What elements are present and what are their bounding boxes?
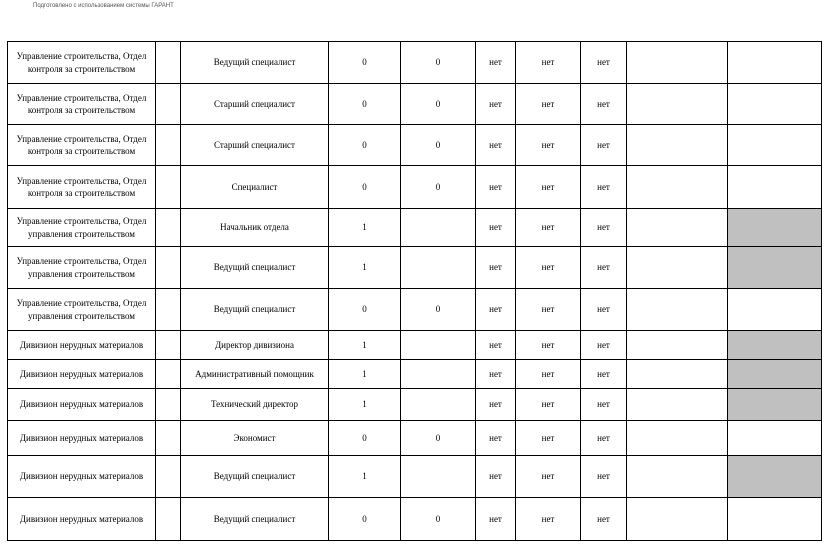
position-cell: Административный помощник — [181, 360, 329, 389]
value-cell: нет — [476, 421, 516, 456]
value-cell: нет — [581, 125, 627, 166]
table-row — [8, 331, 822, 360]
table-body — [8, 42, 822, 541]
value-cell: 0 — [401, 125, 476, 166]
value-cell: 0 — [401, 166, 476, 209]
empty-cell — [728, 498, 822, 541]
table-row — [8, 247, 822, 289]
dept-cell: Управление строительства, Отдел управления строительством — [8, 209, 156, 247]
empty-cell — [627, 209, 728, 247]
value-cell: нет — [516, 389, 581, 421]
empty-cell — [156, 498, 181, 541]
value-cell: 0 — [329, 498, 401, 541]
empty-cell — [156, 209, 181, 247]
value-cell: нет — [476, 209, 516, 247]
value-cell: нет — [516, 125, 581, 166]
position-cell: Ведущий специалист — [181, 42, 329, 84]
value-cell: нет — [516, 331, 581, 360]
value-cell: 0 — [401, 421, 476, 456]
empty-cell — [627, 84, 728, 125]
empty-cell — [728, 247, 822, 289]
value-cell — [401, 247, 476, 289]
empty-cell — [627, 289, 728, 331]
position-cell: Ведущий специалист — [181, 289, 329, 331]
empty-cell — [156, 421, 181, 456]
empty-cell — [156, 247, 181, 289]
position-cell: Директор дивизиона — [181, 331, 329, 360]
empty-cell — [627, 125, 728, 166]
empty-cell — [627, 42, 728, 84]
position-cell: Специалист — [181, 166, 329, 209]
position-cell: Ведущий специалист — [181, 456, 329, 498]
value-cell — [401, 389, 476, 421]
table-row — [8, 209, 822, 247]
value-cell: нет — [476, 456, 516, 498]
empty-cell — [156, 389, 181, 421]
value-cell: нет — [516, 289, 581, 331]
value-cell: 0 — [401, 84, 476, 125]
value-cell: нет — [581, 421, 627, 456]
empty-cell — [627, 498, 728, 541]
dept-cell: Управление строительства, Отдел контроля за строительством — [8, 125, 156, 166]
position-cell: Технический директор — [181, 389, 329, 421]
table-row — [8, 498, 822, 541]
table-row — [8, 289, 822, 331]
value-cell: 0 — [401, 42, 476, 84]
value-cell: нет — [476, 42, 516, 84]
positions-table — [7, 41, 822, 541]
value-cell: нет — [516, 456, 581, 498]
empty-cell — [728, 360, 822, 389]
empty-cell — [156, 166, 181, 209]
value-cell — [401, 456, 476, 498]
value-cell: 1 — [329, 331, 401, 360]
dept-cell: Дивизион нерудных материалов — [8, 389, 156, 421]
position-cell: Ведущий специалист — [181, 247, 329, 289]
value-cell: нет — [516, 498, 581, 541]
empty-cell — [627, 389, 728, 421]
empty-cell — [728, 289, 822, 331]
position-cell: Ведущий специалист — [181, 498, 329, 541]
value-cell: нет — [476, 84, 516, 125]
position-cell: Экономист — [181, 421, 329, 456]
empty-cell — [627, 166, 728, 209]
dept-cell: Управление строительства, Отдел управления строительством — [8, 247, 156, 289]
empty-cell — [627, 331, 728, 360]
value-cell — [401, 360, 476, 389]
empty-cell — [627, 247, 728, 289]
empty-cell — [728, 331, 822, 360]
value-cell: нет — [476, 498, 516, 541]
empty-cell — [627, 456, 728, 498]
empty-cell — [156, 125, 181, 166]
table-row — [8, 42, 822, 84]
table-row — [8, 456, 822, 498]
value-cell: нет — [476, 166, 516, 209]
value-cell: нет — [581, 389, 627, 421]
value-cell: нет — [516, 84, 581, 125]
empty-cell — [728, 421, 822, 456]
value-cell: нет — [516, 166, 581, 209]
value-cell: нет — [476, 331, 516, 360]
position-cell: Начальник отдела — [181, 209, 329, 247]
value-cell: 1 — [329, 456, 401, 498]
value-cell: нет — [581, 247, 627, 289]
value-cell: нет — [516, 247, 581, 289]
value-cell: нет — [581, 289, 627, 331]
value-cell: нет — [476, 125, 516, 166]
value-cell: нет — [581, 498, 627, 541]
value-cell: нет — [476, 360, 516, 389]
value-cell: нет — [581, 360, 627, 389]
dept-cell: Дивизион нерудных материалов — [8, 421, 156, 456]
empty-cell — [156, 84, 181, 125]
value-cell: 0 — [329, 42, 401, 84]
empty-cell — [728, 389, 822, 421]
dept-cell: Управление строительства, Отдел контроля за строительством — [8, 42, 156, 84]
table-row — [8, 389, 822, 421]
empty-cell — [728, 42, 822, 84]
value-cell: 0 — [329, 166, 401, 209]
dept-cell: Управление строительства, Отдел контроля за строительством — [8, 84, 156, 125]
value-cell: нет — [516, 209, 581, 247]
empty-cell — [156, 42, 181, 84]
value-cell: 1 — [329, 247, 401, 289]
value-cell: нет — [581, 84, 627, 125]
value-cell: нет — [581, 209, 627, 247]
value-cell: 0 — [329, 84, 401, 125]
dept-cell: Управление строительства, Отдел управления строительством — [8, 289, 156, 331]
header-note: Подготовлено с использованием системы ГАРАНТ — [33, 3, 174, 9]
empty-cell — [728, 209, 822, 247]
value-cell: нет — [581, 456, 627, 498]
value-cell: нет — [516, 42, 581, 84]
value-cell: 0 — [329, 421, 401, 456]
dept-cell: Дивизион нерудных материалов — [8, 498, 156, 541]
value-cell: нет — [516, 421, 581, 456]
empty-cell — [728, 166, 822, 209]
value-cell — [401, 331, 476, 360]
value-cell: 1 — [329, 360, 401, 389]
value-cell: 0 — [329, 289, 401, 331]
empty-cell — [728, 84, 822, 125]
table-row — [8, 84, 822, 125]
value-cell: нет — [581, 166, 627, 209]
empty-cell — [156, 456, 181, 498]
empty-cell — [627, 360, 728, 389]
dept-cell: Дивизион нерудных материалов — [8, 456, 156, 498]
empty-cell — [156, 331, 181, 360]
value-cell: нет — [476, 247, 516, 289]
empty-cell — [627, 421, 728, 456]
value-cell: 0 — [329, 125, 401, 166]
table-row — [8, 125, 822, 166]
position-cell: Старший специалист — [181, 125, 329, 166]
value-cell: 0 — [401, 498, 476, 541]
value-cell: нет — [581, 331, 627, 360]
dept-cell: Управление строительства, Отдел контроля за строительством — [8, 166, 156, 209]
value-cell — [401, 209, 476, 247]
empty-cell — [728, 125, 822, 166]
value-cell: нет — [581, 42, 627, 84]
empty-cell — [156, 289, 181, 331]
table-row — [8, 421, 822, 456]
value-cell: нет — [476, 389, 516, 421]
value-cell: 0 — [401, 289, 476, 331]
dept-cell: Дивизион нерудных материалов — [8, 360, 156, 389]
empty-cell — [156, 360, 181, 389]
empty-cell — [728, 456, 822, 498]
position-cell: Старший специалист — [181, 84, 329, 125]
table-row — [8, 360, 822, 389]
value-cell: нет — [516, 360, 581, 389]
value-cell: 1 — [329, 389, 401, 421]
dept-cell: Дивизион нерудных материалов — [8, 331, 156, 360]
value-cell: нет — [476, 289, 516, 331]
table-row — [8, 166, 822, 209]
value-cell: 1 — [329, 209, 401, 247]
